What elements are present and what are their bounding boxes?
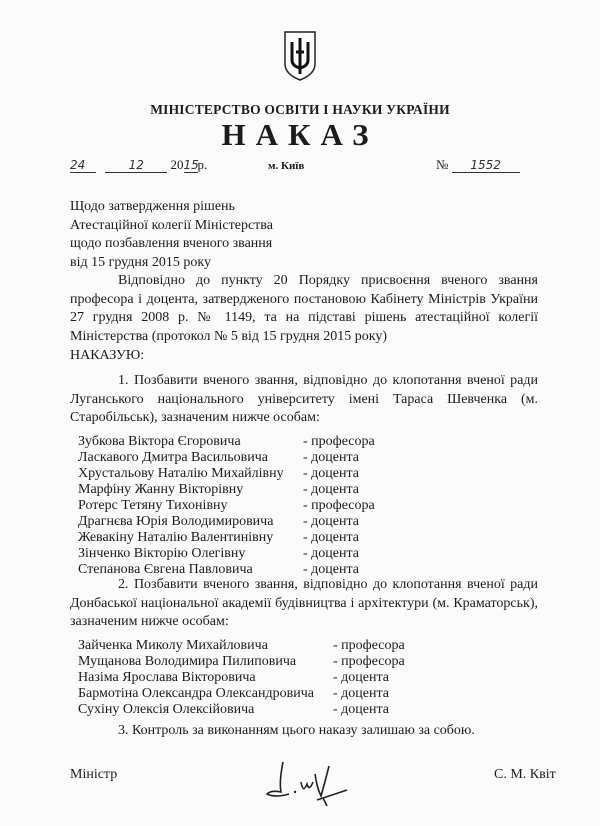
person-title: - доцента [333, 702, 389, 717]
subject-line: від 15 грудня 2015 року [70, 254, 211, 270]
person-name: Драгнєва Юрія Володимировича [78, 514, 274, 529]
person-title: - доцента [333, 670, 389, 685]
list-item [78, 482, 375, 498]
person-title: - доцента [303, 514, 359, 529]
trident-coat-of-arms-icon [282, 30, 318, 82]
person-title: - доцента [303, 466, 359, 481]
person-name: Марфіну Жанну Вікторівну [78, 482, 244, 497]
subject-line: Атестаційної колегії Міністерства [70, 217, 273, 233]
person-name: Назіма Ярослава Вікторовича [78, 670, 256, 685]
person-title: - доцента [303, 562, 359, 577]
subject-line: Щодо затвердження рішень [70, 199, 235, 214]
person-title: - доцента [333, 686, 389, 701]
date-year-mark: р. [197, 157, 208, 172]
order-number: 1552 [452, 158, 520, 173]
person-name: Жевакіну Наталію Валентинівну [78, 530, 274, 545]
person-title: - професора [333, 654, 405, 669]
person-name: Ротерс Тетяну Тихонівну [78, 498, 228, 513]
person-title: - професора [303, 434, 375, 449]
date-month: 12 [105, 158, 167, 173]
section-1-text: 1. Позбавити вченого звання, відповідно до клопотання вченої ради Луганського національного університету імені Тараса Шевченка (м. Старобільськ), зазначеним нижче особам: [70, 373, 538, 425]
date-day: 24 [70, 158, 96, 173]
person-name: Зубкова Віктора Єгоровича [78, 434, 241, 449]
signatory-name: С. М. Квіт [494, 767, 556, 782]
list-item [78, 498, 375, 514]
preamble-paragraph: Відповідно до пункту 20 Порядку присвоєння вченого звання професора і доцента, затвердженого постановою Кабінету Міністрів України 27 грудня 2008 р. № 1149, та на підставі рішень атестаційної колегії Міністерства (протокол № 5 від 15 грудня 2015 року) [70, 273, 538, 344]
person-name: Степанова Євгена Павловича [78, 562, 253, 577]
person-title: - доцента [303, 530, 359, 545]
list-item [78, 546, 375, 562]
list-item [78, 514, 375, 530]
person-name: Зінченко Вікторію Олегівну [78, 546, 246, 561]
list-item [78, 686, 405, 702]
number-label: № [436, 157, 449, 172]
subject-block [70, 198, 273, 272]
order-word: НАКАЗУЮ: [70, 348, 145, 363]
list-item [78, 466, 375, 482]
person-title: - доцента [303, 450, 359, 465]
person-title: - доцента [303, 546, 359, 561]
document-type-title: НАКАЗ [221, 117, 379, 152]
section-2-list [78, 638, 405, 718]
person-title: - професора [303, 498, 375, 513]
order-number-field [436, 157, 520, 173]
ministry-name: МІНІСТЕРСТВО ОСВІТИ І НАУКИ УКРАЇНИ [150, 102, 450, 117]
person-name: Зайченка Миколу Михайловича [78, 638, 268, 653]
list-item [78, 530, 375, 546]
person-name: Ласкавого Дмитра Васильовича [78, 450, 269, 465]
date-year-suffix: 15 [183, 158, 199, 172]
person-title: - доцента [303, 482, 359, 497]
signatory-position: Міністр [70, 767, 118, 782]
section-3-text: 3. Контроль за виконанням цього наказу залишаю за собою. [118, 723, 475, 738]
person-name: Мущанова Володимира Пилиповича [78, 654, 297, 669]
list-item [78, 702, 405, 718]
city-label: м. Київ [268, 160, 305, 172]
list-item [78, 434, 375, 450]
handwritten-signature-icon [255, 752, 365, 812]
list-item [78, 450, 375, 466]
person-title: - професора [333, 638, 405, 653]
subject-line: щодо позбавлення вченого звання [70, 236, 273, 251]
list-item [78, 654, 405, 670]
person-name: Бармотіна Олександра Олександровича [78, 686, 314, 701]
person-name: Сухіну Олексія Олексійовича [78, 702, 255, 717]
person-name: Хрустальову Наталію Михайлівну [78, 466, 284, 481]
date-field [70, 157, 207, 173]
date-year-prefix: 20 [170, 157, 184, 172]
list-item [78, 638, 405, 654]
list-item [78, 670, 405, 686]
section-1-list [78, 434, 375, 578]
section-2-text: 2. Позбавити вченого звання, відповідно до клопотання вченої ради Донбаської національної академії будівництва і архітектури (м. Краматорськ), зазначеним нижче особам: [70, 577, 538, 629]
